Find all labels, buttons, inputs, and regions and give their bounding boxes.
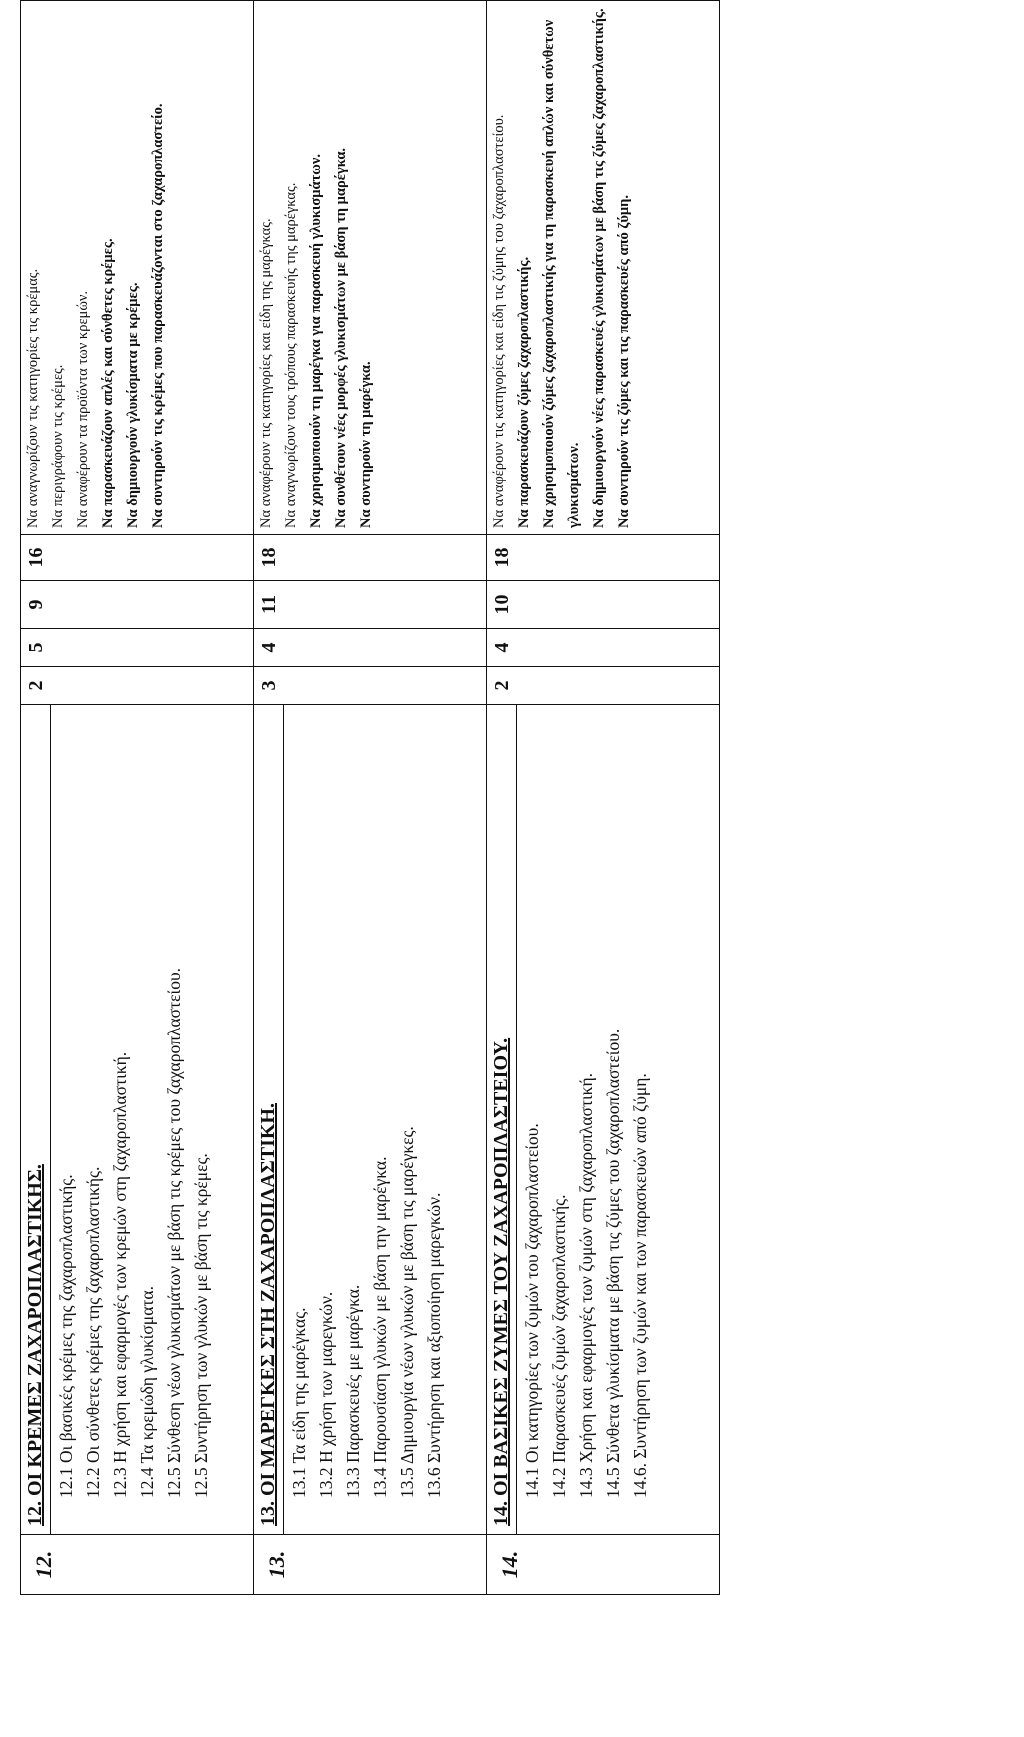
subtopic-item: 12.4 Τα κρεμώδη γλυκίσματα. <box>137 1286 157 1498</box>
table-body <box>21 1 720 1595</box>
section-content-cell <box>254 705 487 1535</box>
goal-item: Να συντηρούν τις κρέμες που παρασκευάζονται στο ζαχαροπλαστείο. <box>150 103 166 528</box>
hours-value: 11 <box>258 595 280 614</box>
subtopic-list <box>284 705 450 1534</box>
hours-value: 18 <box>491 547 513 568</box>
goals-cell <box>21 1 254 535</box>
hours-value: 16 <box>25 547 47 568</box>
hours-cell <box>487 535 720 581</box>
hours-cell <box>254 581 487 629</box>
goal-item: Να αναφέρουν τα προϊόντα των κρεμών. <box>75 290 91 528</box>
table-row <box>21 1 254 1595</box>
goal-item: Να δημιουργούν νέες παρασκευές γλυκισμάτων με βάση τις ζύμες ζαχαροπλαστικής. <box>591 8 607 528</box>
subtopic-item: 12.5 Συντήρηση των γλυκών με βάση τις κρέμες. <box>191 1153 211 1498</box>
hours-value: 18 <box>258 547 280 568</box>
hours-cell <box>487 581 720 629</box>
subtopic-item: 12.3 Η χρήση και εφαρμογές των κρεμών στη ζαχαροπλαστική. <box>110 1051 130 1498</box>
hours-value: 4 <box>491 642 513 653</box>
goal-item: Να περιγράφουν τις κρέμες. <box>50 364 66 528</box>
table-row <box>254 1 487 1595</box>
goal-item: Να χρησιμοποιούν ζύμες ζαχαροπλαστικής για τη παρασκευή απλών και σύνθετων γλυκισμάτων. <box>541 19 582 528</box>
subtopic-list <box>517 705 656 1534</box>
goal-item: Να αναγνωρίζουν τις κατηγορίες τις κρέμας. <box>25 268 41 528</box>
hours-cell <box>487 629 720 667</box>
hours-value: 10 <box>491 594 513 615</box>
section-content-cell <box>21 705 254 1535</box>
hours-cell <box>254 629 487 667</box>
hours-value: 4 <box>258 642 280 653</box>
subtopic-list <box>51 705 217 1534</box>
section-content-cell <box>487 705 720 1535</box>
subtopic-item: 14.5 Σύνθετα γλυκίσματα με βάση τις ζύμες του ζαχαροπλαστείου. <box>603 1028 623 1498</box>
goals-cell <box>487 1 720 535</box>
hours-cell <box>21 535 254 581</box>
hours-value: 2 <box>491 680 513 691</box>
subtopic-item: 13.5 Δημιουργία νέων γλυκών με βάση τις μαρέγκες. <box>397 1126 417 1498</box>
subtopic-item: 13.4 Παρουσίαση γλυκών με βάση την μαρέγκα. <box>370 1156 390 1498</box>
section-title: 14. ΟΙ ΒΑΣΙΚΕΣ ΖΥΜΕΣ ΤΟΥ ΖΑΧΑΡΟΠΛΑΣΤΕΙΟΥ. <box>487 705 517 1534</box>
subtopic-item: 14.2 Παρασκευές ζυμών ζαχαροπλαστικής. <box>549 1194 569 1498</box>
section-number-cell <box>254 1535 487 1595</box>
goal-item: Να χρησιμοποιούν τη μαρέγκα για παρασκευή γλυκισμάτων. <box>308 153 324 528</box>
section-title: 12. ΟΙ ΚΡΕΜΕΣ ΖΑΧΑΡΟΠΛΑΣΤΙΚΗΣ. <box>21 705 51 1534</box>
section-title: 13. ΟΙ ΜΑΡΕΓΚΕΣ ΣΤΗ ΖΑΧΑΡΟΠΛΑΣΤΙΚΗ. <box>254 705 284 1534</box>
subtopic-item: 12.1 Οι βασικές κρέμες της ζαχαροπλαστικής. <box>56 1174 76 1498</box>
hours-cell <box>21 667 254 705</box>
subtopic-item: 13.3 Παρασκευές με μαρέγκα. <box>343 1284 363 1498</box>
subtopic-item: 13.1 Τα είδη της μαρέγκας. <box>289 1307 309 1498</box>
section-number: 12. <box>31 1550 56 1579</box>
subtopic-item: 14.3 Χρήση και εφαρμογές των ζυμών στη ζαχαροπλαστική. <box>576 1072 596 1498</box>
hours-cell <box>21 581 254 629</box>
goal-item: Να συντηρούν τις ζύμες και τις παρασκευές από ζύμη. <box>616 195 632 528</box>
hours-cell <box>21 629 254 667</box>
goal-item: Να συντηρούν τη μαρέγκα. <box>358 361 374 528</box>
hours-value: 3 <box>258 680 280 691</box>
goal-item: Να δημιουργούν γλυκίσματα με κρέμες. <box>125 282 141 528</box>
goal-item: Να αναφέρουν τις κατηγορίες και είδη της μαρέγκας. <box>258 218 274 528</box>
goal-item: Να αναφέρουν τις κατηγορίες και είδη τις ζύμης του ζαχαροπλαστείου. <box>491 114 507 528</box>
subtopic-item: 14.6. Συντήρηση των ζυμών και των παρασκευών από ζύμη. <box>630 1073 650 1498</box>
curriculum-table <box>20 0 720 1595</box>
goal-item: Να παρασκευάζουν ζύμες ζαχαροπλαστικής. <box>516 256 532 528</box>
goal-item: Να παρασκευάζουν απλές και σύνθετες κρέμες. <box>100 238 116 528</box>
goals-cell <box>254 1 487 535</box>
hours-value: 5 <box>25 642 47 653</box>
hours-cell <box>254 535 487 581</box>
hours-value: 9 <box>25 599 47 610</box>
hours-cell <box>254 667 487 705</box>
section-number-cell <box>21 1535 254 1595</box>
goal-item: Να αναγνωρίζουν τους τρόπους παρασκευής της μαρέγκας. <box>283 182 299 528</box>
subtopic-item: 12.5 Σύνθεση νέων γλυκισμάτων με βάση τις κρέμες του ζαχαροπλαστείου. <box>164 968 184 1498</box>
subtopic-item: 13.2 Η χρήση των μαρεγκών. <box>316 1291 336 1498</box>
subtopic-item: 12.2 Οι σύνθετες κρέμες της ζαχαροπλαστικής. <box>83 1166 103 1498</box>
table-row <box>487 1 720 1595</box>
hours-cell <box>487 667 720 705</box>
section-number-cell <box>487 1535 720 1595</box>
rotated-page <box>20 0 720 1595</box>
subtopic-item: 13.6 Συντήρηση και αξιοποίηση μαρεγκών. <box>424 1192 444 1498</box>
subtopic-item: 14.1 Οι κατηγορίες των ζυμών του ζαχαροπλαστείου. <box>522 1123 542 1498</box>
goal-item: Να συνθέτουν νέες μορφές γλυκισμάτων με βάση τη μαρέγκα. <box>333 147 349 528</box>
section-number: 14. <box>497 1550 522 1579</box>
hours-value: 2 <box>25 680 47 691</box>
section-number: 13. <box>264 1550 289 1579</box>
